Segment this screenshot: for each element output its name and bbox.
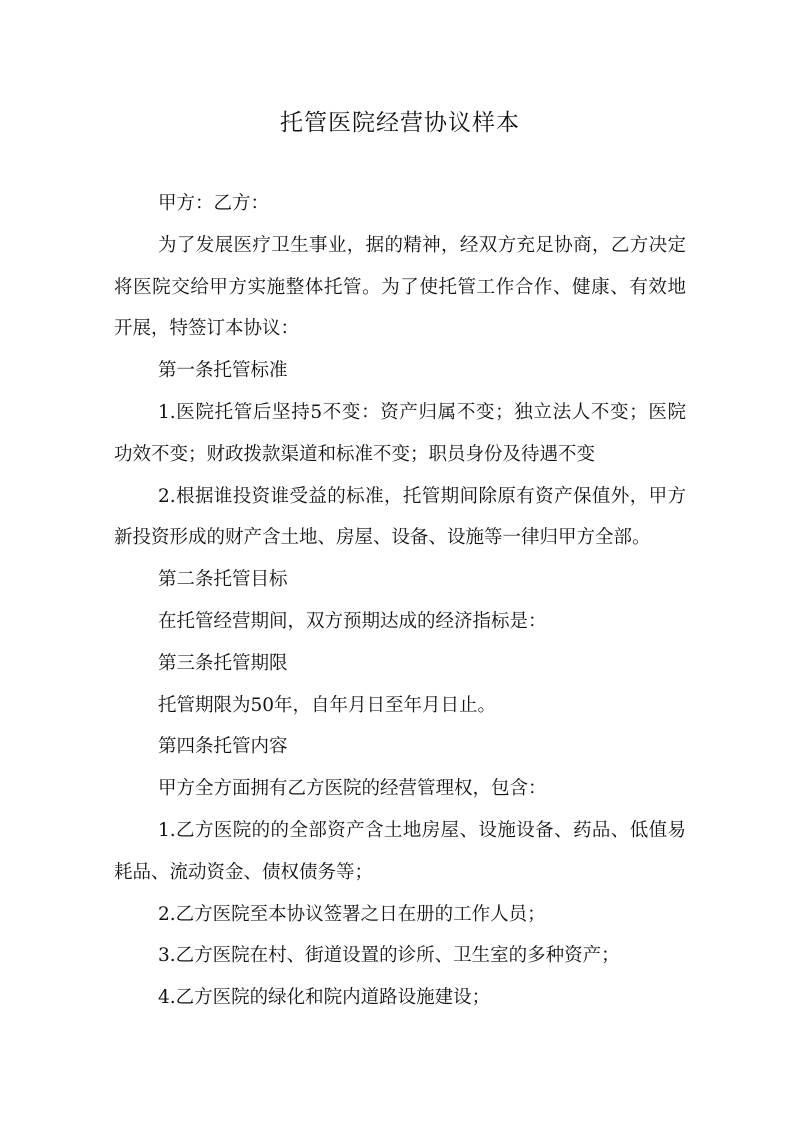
- article-2-text: 在托管经营期间，双方预期达成的经济指标是：: [158, 610, 547, 632]
- article-1-item-2: 2.根据谁投资谁受益的标准，托管期间除原有资产保值外，甲方新投资形成的财产含土地、房屋、设备、设施等一律归甲方全部。: [114, 485, 686, 549]
- document-title: 托管医院经营协议样本: [280, 110, 520, 136]
- article-4-item-4: 4.乙方医院的绿化和院内道路设施建设；: [158, 987, 491, 1009]
- document-body: [114, 183, 686, 1019]
- preamble-paragraph: 为了发展医疗卫生事业，据的精神，经双方充足协商，乙方决定将医院交给甲方实施整体托管。为了使托管工作合作、健康、有效地开展，特签订本协议：: [114, 234, 686, 340]
- article-2-heading: 第二条托管目标: [158, 569, 288, 591]
- article-3-text: 托管期限为50年，自年月日至年月日止。: [158, 694, 497, 716]
- article-4-heading: 第四条托管内容: [158, 736, 288, 758]
- article-4-item-1: 1.乙方医院的的全部资产含土地房屋、设施设备、药品、低值易耗品、流动资金、债权债务等；: [114, 819, 686, 883]
- article-1-item-1: 1.医院托管后坚持5不变：资产归属不变；独立法人不变；医院功效不变；财政拨款渠道和标准不变；职员身份及待遇不变: [114, 401, 686, 465]
- article-1-heading: 第一条托管标准: [158, 360, 288, 382]
- party-line: 甲方：乙方：: [158, 193, 270, 214]
- article-3-heading: 第三条托管期限: [158, 652, 288, 674]
- article-4-intro: 甲方全方面拥有乙方医院的经营管理权，包含：: [158, 778, 547, 800]
- article-4-item-2: 2.乙方医院至本协议签署之日在册的工作人员；: [158, 903, 546, 925]
- article-4-item-3: 3.乙方医院在村、街道设置的诊所、卫生室的多种资产；: [158, 945, 620, 967]
